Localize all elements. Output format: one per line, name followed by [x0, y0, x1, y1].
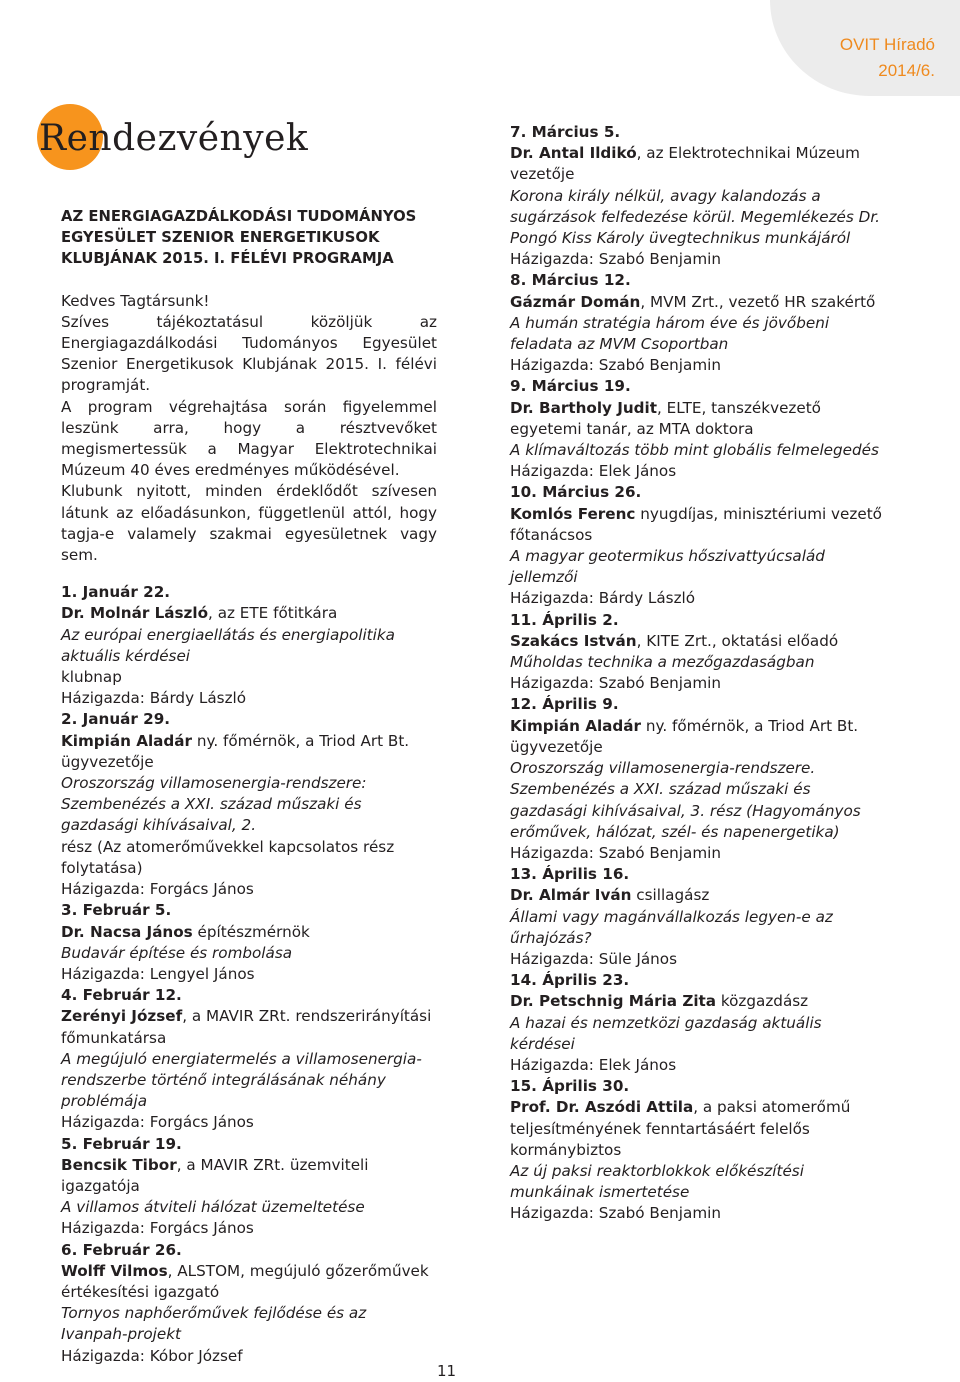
event-topic: Oroszország villamosenergia-rendszere: Szembenézés a XXI. század műszaki és gazdasági kihívásaival, 2.	[61, 774, 367, 835]
speaker-name: Antal Ildikó	[539, 144, 637, 163]
event-host: Házigazda: Szabó Benjamin	[510, 1204, 721, 1223]
speaker-title: Dr.	[510, 398, 539, 417]
speaker-role: , az Elektrotechnikai Múzeum vezetője	[510, 144, 860, 184]
event-speaker-line	[510, 504, 884, 546]
event-topic: Az európai energiaellátás és energiapolitika aktuális kérdései	[61, 625, 395, 665]
issue-number: 2014/6.	[878, 61, 935, 80]
speaker-name: Molnár László	[90, 604, 209, 623]
event-date: 11. Április 2.	[510, 610, 619, 629]
event-topic: Oroszország villamosenergia-rendszere. Szembenézés a XXI. század műszaki és gazdasági kihívásaival, 3. rész (Hagyományos erőművek, hálózat, szél- és napenergetika)	[510, 759, 861, 841]
event-host: Házigazda: Bárdy László	[61, 689, 247, 708]
event-host: Házigazda: Szabó Benjamin	[510, 356, 721, 375]
speaker-name: Petschnig Mária Zita	[539, 992, 717, 1011]
event-item	[61, 900, 437, 985]
event-speaker-line	[61, 1261, 437, 1303]
event-date: 7. Március 5.	[510, 123, 621, 141]
speaker-role: , a paksi atomerőmű teljesítményének fenntartásáért felelős kormánybiztos	[510, 1098, 851, 1159]
event-item	[510, 482, 884, 609]
speaker-role: építészmérnök	[192, 922, 310, 941]
event-note: klubnap	[61, 668, 122, 687]
event-date: 3. Február 5.	[61, 901, 172, 920]
event-host: Házigazda: Süle János	[510, 949, 678, 968]
event-date: 9. Március 19.	[510, 377, 631, 396]
event-speaker-line	[510, 991, 884, 1012]
event-date: 4. Február 12.	[61, 986, 182, 1005]
section-title-text: Rendezvények	[39, 118, 309, 159]
speaker-role: közgazdász	[716, 992, 809, 1011]
speaker-name: Bencsik Tibor	[61, 1155, 177, 1174]
event-topic: A klímaváltozás több mint globális felmelegedés	[510, 441, 879, 460]
heading-line: EGYESÜLET SZENIOR ENERGETIKUSOK	[61, 229, 380, 247]
speaker-title: Dr.	[510, 992, 539, 1011]
event-host: Házigazda: Elek János	[510, 1055, 677, 1074]
speaker-title: Prof. Dr.	[510, 1098, 585, 1117]
event-speaker-line	[510, 631, 884, 652]
event-speaker-line	[61, 1006, 437, 1048]
left-column	[61, 206, 437, 1367]
publication-header	[840, 32, 935, 84]
event-date: 14. Április 23.	[510, 971, 630, 990]
page-number: 11	[437, 1362, 457, 1380]
event-topic: A humán stratégia három éve és jövőbeni feladata az MVM Csoportban	[510, 313, 830, 354]
speaker-role: , ALSTOM, megújuló gőzerőművek értékesítési igazgató	[61, 1261, 429, 1301]
speaker-name: Gázmár Domán	[510, 292, 641, 311]
speaker-name: Aszódi Attila	[584, 1098, 694, 1117]
speaker-name: Bartholy Judit	[539, 398, 658, 417]
speaker-name: Zerényi József	[61, 1007, 183, 1026]
event-item	[510, 122, 884, 270]
event-topic: Korona király nélkül, avagy kalandozás a sugárzások felfedezése körül. Megemlékezés Dr. Pongó Kiss Károly üvegtechnikus munkájáról	[510, 186, 881, 248]
intro-paragraph: A program végrehajtása során figyelemmel leszünk arra, hogy a résztvevőket megismertessük a Magyar Elektrotechnikai Múzeum 40 éves eredményes működésével.	[61, 397, 437, 480]
event-speaker-line	[61, 1155, 437, 1197]
event-date: 10. Március 26.	[510, 483, 642, 502]
speaker-name: Kimpián Aladár	[61, 731, 193, 750]
event-topic: A magyar geotermikus hőszivattyúcsalád jellemzői	[510, 547, 825, 587]
event-item	[510, 270, 884, 376]
event-date: 12. Április 9.	[510, 695, 619, 714]
event-topic: Az új paksi reaktorblokkok előkészítési munkáinak ismertetése	[510, 1161, 804, 1202]
event-list-right	[510, 122, 884, 1225]
speaker-role: , a MAVIR ZRt. rendszerirányítási főmunkatársa	[61, 1007, 432, 1047]
program-heading	[61, 206, 437, 270]
intro-paragraph: Klubunk nyitott, minden érdeklődőt szívesen látunk az előadásunkon, függetlenül attól, hogy tagja-e valamely szakmai egyesületnek vagy sem.	[61, 482, 437, 565]
event-date: 6. Február 26.	[61, 1240, 182, 1259]
speaker-role: ny. főmérnök, a Triod Art Bt. ügyvezetője	[61, 731, 410, 771]
event-speaker-line	[61, 603, 437, 624]
event-speaker-line	[510, 1097, 884, 1161]
heading-line: KLUBJÁNAK 2015. I. FÉLÉVI PROGRAMJA	[61, 250, 394, 268]
speaker-role: , ELTE, tanszékvezető egyetemi tanár, az MTA doktora	[510, 398, 821, 438]
event-topic: A hazai és nemzetközi gazdaság aktuális kérdései	[510, 1013, 822, 1053]
event-speaker-line	[510, 292, 884, 313]
event-topic: Tornyos naphőerőművek fejlődése és az Ivanpah-projekt	[61, 1304, 367, 1344]
section-title	[37, 98, 457, 178]
event-host: Házigazda: Kóbor József	[61, 1346, 243, 1365]
event-host: Házigazda: Forgács János	[61, 1219, 254, 1238]
event-date: 1. Január 22.	[61, 583, 171, 602]
speaker-title: Dr.	[61, 922, 90, 941]
event-item	[61, 582, 437, 709]
event-speaker-line	[510, 398, 884, 440]
intro-greeting: Kedves Tagtársunk!	[61, 291, 210, 310]
event-date: 13. Április 16.	[510, 865, 630, 884]
event-note: rész (Az atomerőművekkel kapcsolatos rész folytatása)	[61, 837, 395, 877]
speaker-role: , MVM Zrt., vezető HR szakértő	[640, 292, 876, 311]
event-speaker-line	[61, 731, 437, 773]
event-topic: Állami vagy magánvállalkozás legyen-e az űrhajózás?	[510, 907, 833, 947]
right-column	[510, 122, 884, 1225]
event-date: 8. Március 12.	[510, 271, 631, 290]
event-date: 2. Január 29.	[61, 710, 171, 729]
speaker-name: Kimpián Aladár	[510, 716, 642, 735]
event-host: Házigazda: Bárdy László	[510, 589, 696, 608]
event-topic: Műholdas technika a mezőgazdaságban	[510, 653, 815, 672]
event-topic: A megújuló energiatermelés a villamosenergia-rendszerbe történő integrálásának néhány problémája	[61, 1049, 422, 1111]
speaker-title: Dr.	[510, 886, 539, 905]
event-host: Házigazda: Szabó Benjamin	[510, 674, 721, 693]
event-host: Házigazda: Forgács János	[61, 1113, 254, 1132]
event-speaker-line	[510, 716, 884, 758]
speaker-name: Szakács István	[510, 631, 637, 650]
event-item	[510, 970, 884, 1076]
event-host: Házigazda: Szabó Benjamin	[510, 250, 721, 269]
speaker-role: , az ETE főtitkára	[208, 604, 338, 623]
event-speaker-line	[510, 885, 884, 906]
intro-paragraph: Szíves tájékoztatásul közöljük az Energiagazdálkodási Tudományos Egyesület Szenior Energetikusok Klubjának 2015. I. félévi programját.	[61, 312, 437, 395]
speaker-name: Komlós Ferenc	[510, 504, 636, 523]
event-item	[510, 1076, 884, 1224]
speaker-name: Nacsa János	[90, 922, 193, 941]
event-speaker-line	[510, 143, 884, 185]
event-date: 15. Április 30.	[510, 1077, 630, 1096]
event-item	[61, 1240, 437, 1367]
event-item	[61, 1134, 437, 1240]
event-item	[510, 864, 884, 970]
event-host: Házigazda: Elek János	[510, 462, 677, 481]
heading-line: AZ ENERGIAGAZDÁLKODÁSI TUDOMÁNYOS	[61, 208, 417, 225]
speaker-role: nyugdíjas, minisztériumi vezető főtanácsos	[510, 504, 882, 544]
speaker-name: Almár Iván	[539, 886, 632, 905]
speaker-role: csillagász	[631, 886, 710, 905]
speaker-role: , KITE Zrt., oktatási előadó	[636, 631, 839, 650]
event-item	[61, 709, 437, 900]
event-date: 5. Február 19.	[61, 1134, 182, 1153]
speaker-role: , a MAVIR ZRt. üzemviteli igazgatója	[61, 1155, 369, 1195]
event-topic: A villamos átviteli hálózat üzemeltetése	[61, 1198, 365, 1217]
event-item	[510, 694, 884, 864]
event-host: Házigazda: Lengyel János	[61, 964, 255, 983]
speaker-title: Dr.	[510, 144, 539, 163]
event-host: Házigazda: Szabó Benjamin	[510, 843, 721, 862]
speaker-role: ny. főmérnök, a Triod Art Bt. ügyvezetője	[510, 716, 859, 756]
event-speaker-line	[61, 922, 437, 943]
event-item	[510, 610, 884, 695]
speaker-name: Wolff Vilmos	[61, 1261, 168, 1280]
event-item	[61, 985, 437, 1133]
event-host: Házigazda: Forgács János	[61, 880, 254, 899]
event-topic: Budavár építése és rombolása	[61, 943, 293, 962]
event-item	[510, 376, 884, 482]
publication-name: OVIT Híradó	[839, 35, 935, 54]
speaker-title: Dr.	[61, 604, 90, 623]
event-list-left	[61, 582, 437, 1367]
